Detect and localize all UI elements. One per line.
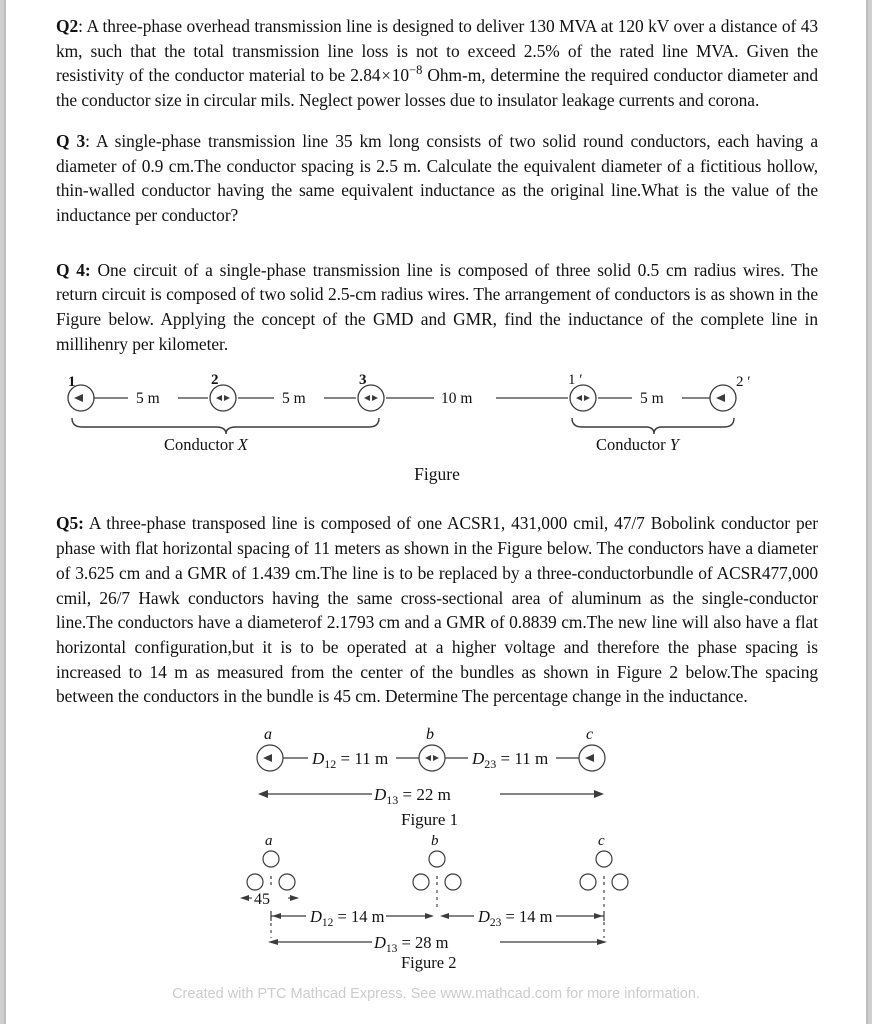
q4-arrow-glyph-2a bbox=[216, 395, 222, 401]
fig2-d23-arrow-right bbox=[594, 913, 603, 919]
question-q5-text: A three-phase transposed line is composed of one ACSR1, 431,000 cmil, 47/7 Bobolink conductor per phase with flat horizontal spacing of 11 meters as shown in the Figure below. The conductors have a diameter of 3.625 cm and a GMR of 1.439 cm.The line is to be replaced by a three-conductorbundle of ACSR477,000 cmil, 26/7 Hawk conductors having the same cross-sectional area of aluminum as the single-conductor line.The conductors have a diameterof 2.1793 cm and a GMR of 0.8839 cm.The new line will also have a flat horizontal configuration,but it is to be operated at a higher voltage and therefore the phase spacing is increased to 14 m as measured from the center of the bundles as shown in Figure 2 below.The spacing between the conductors in the bundle is 45 cm. Determine The percentage change in the inductance. bbox=[56, 513, 818, 707]
figure2-diagram bbox=[56, 832, 826, 972]
question-q4 bbox=[56, 258, 818, 357]
q4-spacing-1: 5 m bbox=[136, 390, 160, 408]
fig1-label-b: b bbox=[426, 726, 434, 744]
document-content bbox=[4, 0, 868, 972]
q4-label-1: 1 bbox=[68, 374, 76, 391]
figure1-diagram bbox=[56, 725, 826, 830]
fig2-bundle-b-top bbox=[429, 851, 445, 867]
fig2-bundle-c-top bbox=[596, 851, 612, 867]
figure-q4-diagram bbox=[56, 372, 826, 454]
q4-spacing-3: 10 m bbox=[441, 390, 473, 408]
q2-math-times: × bbox=[381, 66, 391, 86]
q4-arrow-glyph-1pb bbox=[584, 395, 590, 401]
fig2-label-c: c bbox=[598, 833, 605, 850]
fig2-d12-arrow-right bbox=[425, 913, 434, 919]
question-q4-text: One circuit of a single-phase transmission line is composed of three solid 0.5 cm radius wires. The return circuit is composed of two solid 2.5-cm radius wires. The arrangement of conductors is as shown in the Figure below. Applying the concept of the GMD and GMR, find the inductance of the complete line in millihenry per kilometer. bbox=[56, 259, 818, 354]
fig1-d13-arrow-left bbox=[258, 790, 268, 798]
question-q3-label: Q 3 bbox=[56, 130, 86, 151]
fig2-dim-d13: $D_{13} = 28$ m bbox=[374, 933, 449, 956]
q4-label-3: 3 bbox=[359, 372, 367, 389]
fig1-arrow-b1 bbox=[425, 755, 431, 761]
q4-brace-right-label: Conductor Y bbox=[596, 435, 679, 455]
question-q2-text-before-math: A three-phase overhead transmission line is designed to deliver 130 MVA at 120 kV over a distance of 43 km, such that the total transmission line loss is not to exceed 2.5% of the rated line MVA. Given the resistivity of the conductor material to be bbox=[56, 16, 818, 86]
figure1-caption: Figure 1 bbox=[401, 810, 459, 830]
fig1-dim-d13: $D_{13} = 22$ m bbox=[374, 785, 451, 808]
fig2-dim45-arrow-left bbox=[240, 895, 249, 901]
fig2-bundle-b-right bbox=[445, 874, 461, 890]
question-q3 bbox=[56, 129, 818, 228]
fig2-d13-arrow-left bbox=[268, 939, 278, 945]
q4-arrow-glyph-3b bbox=[372, 395, 378, 401]
q4-brace-left bbox=[72, 418, 379, 434]
q4-brace-right bbox=[572, 418, 734, 434]
q4-conductor-circle-3 bbox=[358, 385, 384, 411]
figure2-wrap bbox=[56, 832, 818, 972]
fig2-dim-d12: $D_{12} = 14$ m bbox=[310, 907, 385, 930]
q4-spacing-4: 5 m bbox=[640, 390, 664, 408]
fig2-bundle-a-left bbox=[247, 874, 263, 890]
fig2-bundle-a-top bbox=[263, 851, 279, 867]
fig1-d13-arrow-right bbox=[594, 790, 604, 798]
q4-arrow-glyph-2b bbox=[224, 395, 230, 401]
fig1-label-c: c bbox=[586, 726, 594, 744]
q4-brace-left-label: Conductor X bbox=[164, 435, 248, 455]
fig2-dim45-arrow-right bbox=[290, 895, 299, 901]
question-q4-label: Q 4: bbox=[56, 259, 91, 280]
q4-label-2-prime: 2 ′ bbox=[736, 374, 751, 391]
q4-label-1-prime: 1 ′ bbox=[568, 372, 583, 389]
question-q5 bbox=[56, 511, 818, 709]
figure-q4-wrap bbox=[56, 372, 818, 485]
fig1-dim-d12: $D_{12} = 11$ m bbox=[312, 749, 389, 772]
fig2-bundle-a-right bbox=[279, 874, 295, 890]
fig2-bundle-spacing-label: 45 bbox=[254, 891, 270, 909]
question-q3-text: A single-phase transmission line 35 km long consists of two solid round conductors, each having a diameter of 0.9 cm.The conductor spacing is 2.5 m. Calculate the equivalent diameter of a fictitious hollow, thin-walled conductor having the same equivalent inductance as the original line.What is the value of the inductance per conductor? bbox=[56, 130, 819, 225]
fig1-circle-b bbox=[419, 745, 445, 771]
q4-arrow-glyph-1pa bbox=[576, 395, 582, 401]
fig1-dim-d23: $D_{23} = 11$ m bbox=[472, 749, 549, 772]
fig2-bundle-c-right bbox=[612, 874, 628, 890]
q4-spacing-2: 5 m bbox=[282, 390, 306, 408]
question-q2-label-sep: : bbox=[78, 16, 83, 36]
q4-arrow-glyph-2p bbox=[716, 394, 725, 402]
fig2-label-b: b bbox=[431, 833, 439, 850]
fig2-d13-arrow-right bbox=[597, 939, 607, 945]
fig2-bundle-c bbox=[580, 851, 628, 890]
fig2-label-a: a bbox=[265, 833, 273, 850]
question-q3-label-sep: : bbox=[85, 130, 90, 151]
fig2-bundle-a bbox=[247, 851, 295, 890]
q2-math-mantissa: 2.84 bbox=[350, 65, 381, 86]
fig2-dim-d23: $D_{23} = 14$ m bbox=[478, 907, 553, 930]
q4-arrow-glyph-3a bbox=[364, 395, 370, 401]
fig2-bundle-c-left bbox=[580, 874, 596, 890]
question-q2 bbox=[56, 14, 818, 113]
question-q5-label: Q5: bbox=[56, 513, 84, 534]
q4-arrow-glyph-1 bbox=[74, 394, 83, 402]
q4-conductor-circle-2 bbox=[210, 385, 236, 411]
fig1-label-a: a bbox=[264, 726, 272, 744]
fig1-arrow-c bbox=[585, 754, 594, 762]
figure-q4-caption: Figure bbox=[414, 464, 460, 485]
fig1-arrow-b2 bbox=[433, 755, 439, 761]
fig2-bundle-b-left bbox=[413, 874, 429, 890]
fig1-arrow-a bbox=[263, 754, 272, 762]
mathcad-footer: Created with PTC Mathcad Express. See www.mathcad.com for more information. bbox=[172, 986, 700, 1002]
fig2-d23-arrow-left bbox=[440, 913, 449, 919]
q2-math-base: 10 bbox=[391, 65, 410, 86]
q2-math-exponent: −8 bbox=[409, 63, 423, 78]
q4-conductor-circle-1p bbox=[570, 385, 596, 411]
q4-label-2: 2 bbox=[211, 372, 219, 389]
fig2-d12-arrow-left bbox=[272, 913, 281, 919]
question-q2-text-after-math: Ohm-m, determine the required conductor diameter and the conductor size in circular mils. Neglect power losses due to insulator leakage currents and corona. bbox=[56, 65, 818, 111]
figure2-caption: Figure 2 bbox=[401, 953, 457, 973]
fig2-bundle-b bbox=[413, 851, 461, 890]
question-q2-label: Q2 bbox=[56, 16, 79, 36]
figure1-wrap bbox=[56, 725, 818, 830]
